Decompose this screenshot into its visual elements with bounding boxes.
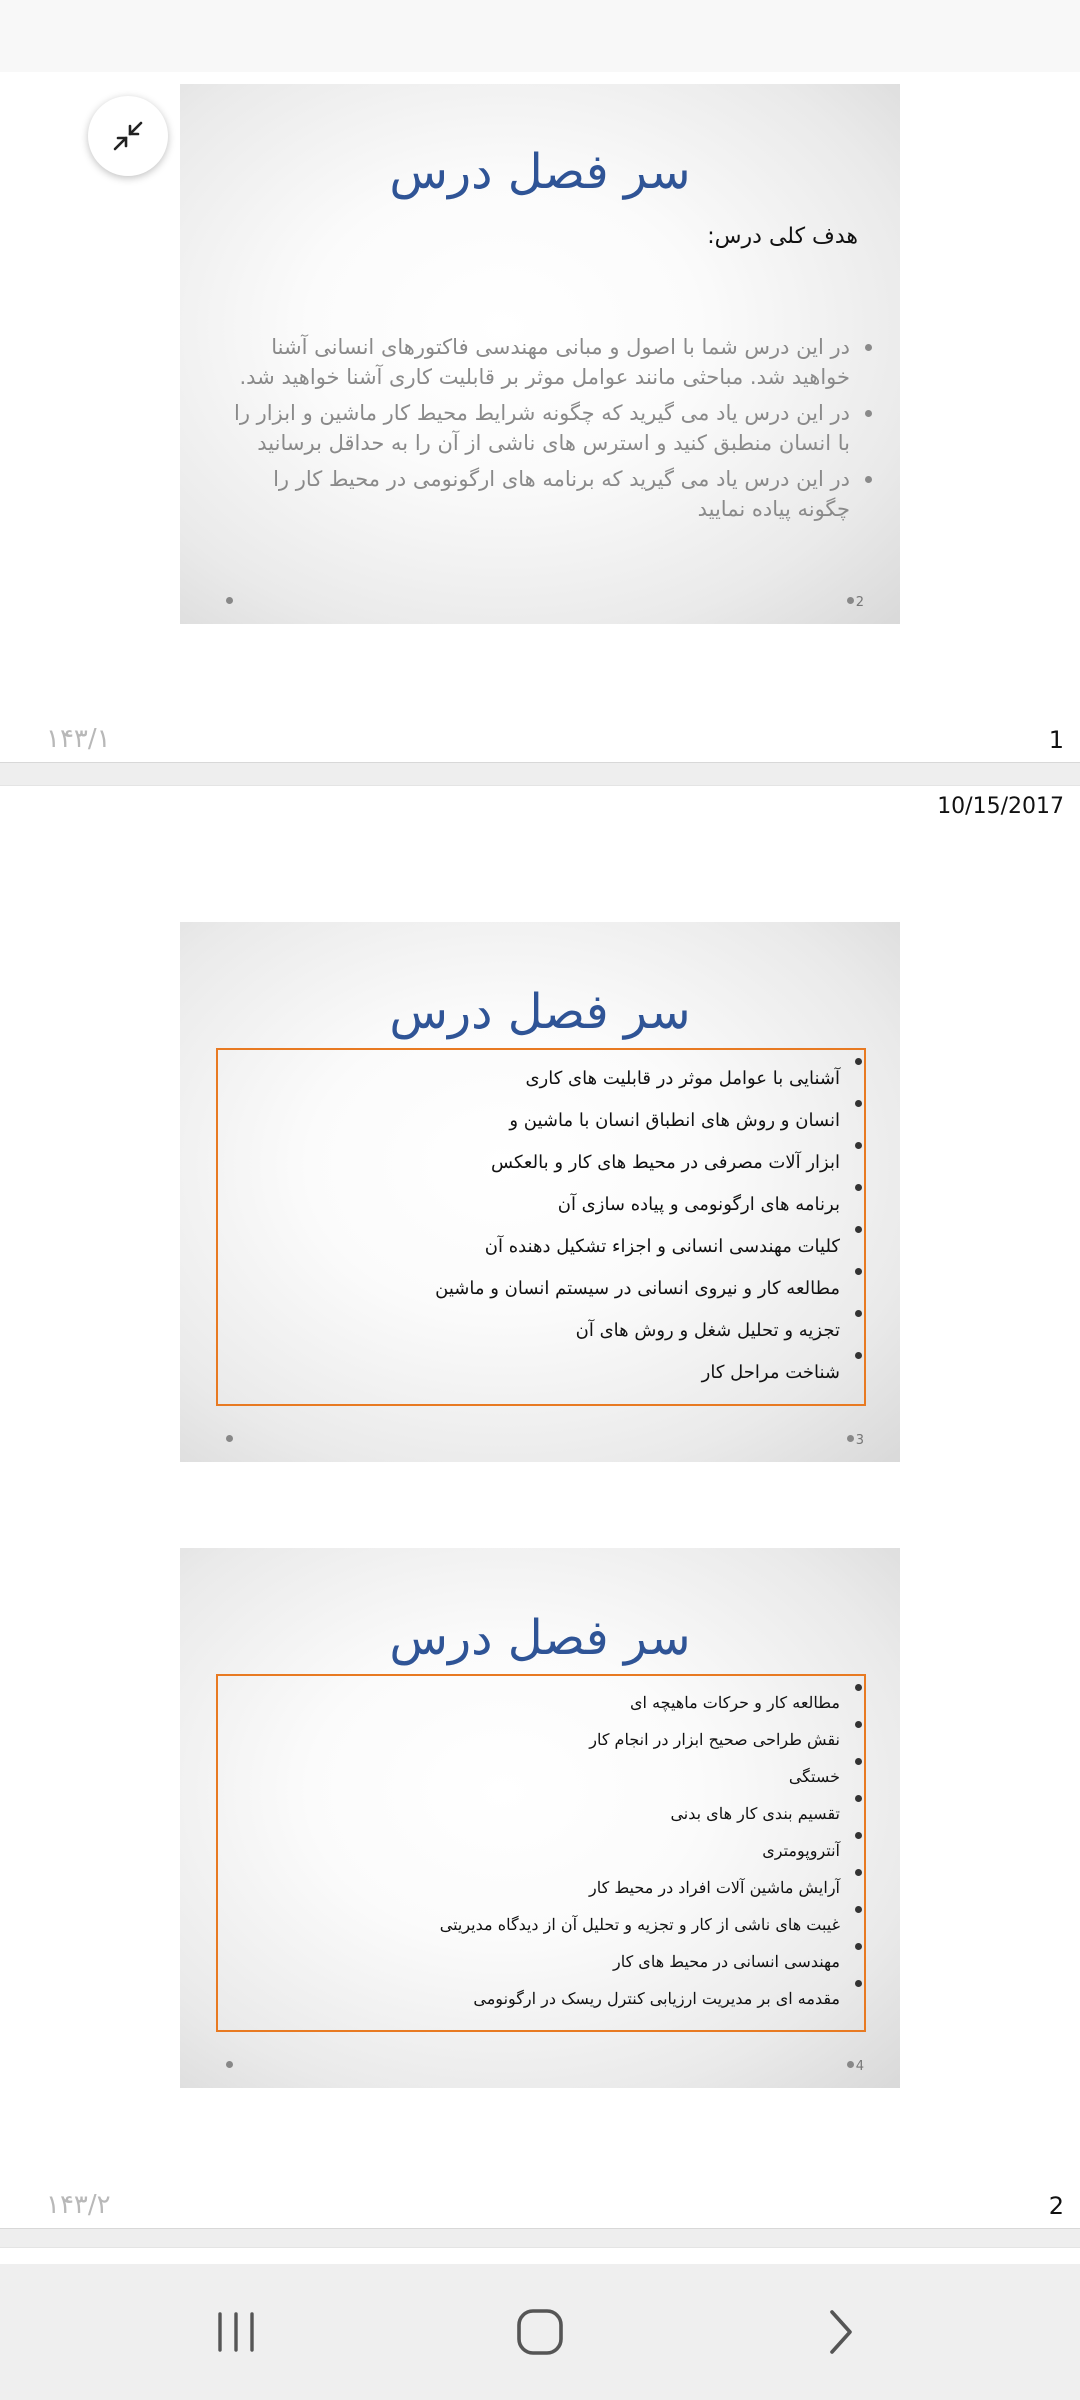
slide-4 (180, 1548, 900, 2088)
list-item: آشنایی با عوامل موثر در قابلیت های کاری (238, 1058, 862, 1100)
page-separator (0, 762, 1080, 786)
exit-fullscreen-button[interactable] (88, 96, 168, 176)
slide-2 (180, 84, 900, 624)
bullet-list (238, 1684, 862, 2017)
list-item: مطالعه کار و حرکات ماهیچه ای (238, 1684, 862, 1721)
list-item: برنامه های ارگونومی و پیاده سازی آن (238, 1184, 862, 1226)
slide-dot (226, 1435, 233, 1442)
list-item: در این درس یاد می گیرید که برنامه های ارگونومی در محیط کار را چگونه پیاده نمایید (220, 464, 872, 524)
list-item: آرایش ماشین آلات افراد در محیط کار (238, 1869, 862, 1906)
slide-dot (847, 1435, 854, 1442)
slide-dot (847, 2061, 854, 2068)
list-item: شناخت مراحل کار (238, 1352, 862, 1394)
slide-dot (226, 2061, 233, 2068)
page-number: 1 (1048, 726, 1064, 754)
back-icon (820, 2306, 860, 2358)
list-item: تجزیه و تحلیل شغل و روش های آن (238, 1310, 862, 1352)
viewer-top-strip (0, 0, 1080, 72)
page-footer-left: ۱۴۳/۲ (46, 2190, 111, 2220)
slide-dot (226, 597, 233, 604)
slide-3 (180, 922, 900, 1462)
list-item: خستگی (238, 1758, 862, 1795)
list-item: ابزار آلات مصرفی در محیط های کار و بالعکس (238, 1142, 862, 1184)
home-icon (514, 2306, 566, 2358)
list-item: مقدمه ای بر مدیریت ارزیابی کنترل ریسک در ارگونومی (238, 1980, 862, 2017)
content-box (216, 1674, 866, 2032)
bullet-list (238, 1058, 862, 1394)
slide-title: سر فصل درس (389, 984, 691, 1040)
slide-title: سر فصل درس (389, 144, 691, 200)
content-box (216, 1048, 866, 1406)
slide-title: سر فصل درس (389, 1610, 691, 1666)
list-item: آنتروپومتری (238, 1832, 862, 1869)
list-item: تقسیم بندی کار های بدنی (238, 1795, 862, 1832)
page-footer-left: ۱۴۳/۱ (46, 724, 111, 754)
page-number: 2 (1048, 2192, 1064, 2220)
list-item: انسان و روش های انطباق انسان با ماشین و (238, 1100, 862, 1142)
back-button[interactable] (760, 2264, 920, 2400)
slide-subheading: هدف کلی درس: (707, 224, 858, 249)
system-navigation-bar (0, 2264, 1080, 2400)
slide-number: 3 (855, 1433, 864, 1448)
shrink-arrows-icon (111, 119, 145, 153)
list-item: مطالعه کار و نیروی انسانی در سیستم انسان و ماشین (238, 1268, 862, 1310)
recent-apps-button[interactable] (156, 2264, 316, 2400)
slide-dot (847, 597, 854, 604)
page-date: 10/15/2017 (937, 794, 1064, 819)
slide-number: 2 (855, 595, 864, 610)
list-item: مهندسی انسانی در محیط های کار (238, 1943, 862, 1980)
list-item: نقش طراحی صحیح ابزار در انجام کار (238, 1721, 862, 1758)
home-button[interactable] (460, 2264, 620, 2400)
page-separator (0, 2228, 1080, 2248)
list-item: غیبت های ناشی از کار و تجزیه و تحلیل آن از دیدگاه مدیریتی (238, 1906, 862, 1943)
list-item: کلیات مهندسی انسانی و اجزاء تشکیل دهنده آن (238, 1226, 862, 1268)
recent-apps-icon (212, 2308, 260, 2356)
slide-number: 4 (855, 2059, 864, 2074)
list-item: در این درس یاد می گیرید که چگونه شرایط محیط کار ماشین و ابزار را با انسان منطبق کنید و استرس های ناشی از آن را به حداقل برسانید (220, 398, 872, 458)
bullet-list (220, 332, 872, 530)
list-item: در این درس شما با اصول و مبانی مهندسی فاکتورهای انسانی آشنا خواهید شد. مباحثی مانند عوامل موثر بر قابلیت کاری آشنا خواهید شد. (220, 332, 872, 392)
